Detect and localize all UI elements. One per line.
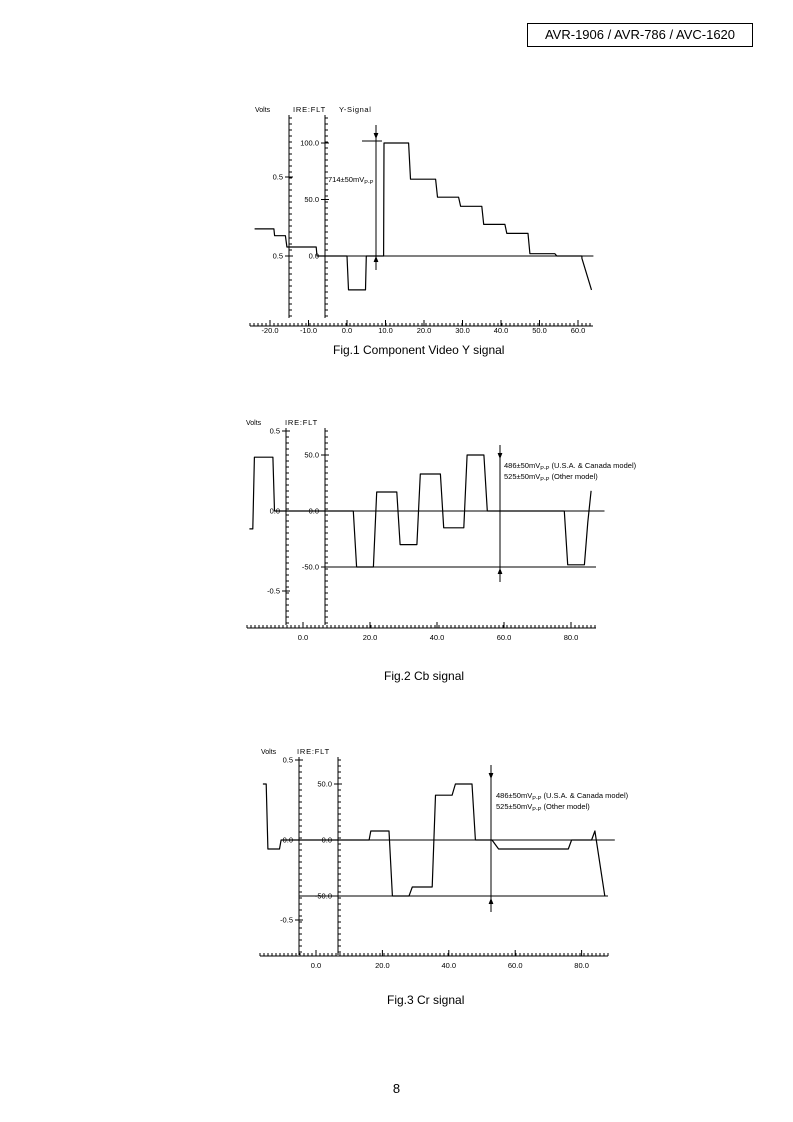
x-tick-label: 0.0 xyxy=(310,961,322,970)
annotation-subscript: P-P xyxy=(540,466,550,472)
annotation-value: 525±50mV xyxy=(496,802,533,811)
measure-arrow-down xyxy=(489,773,493,778)
figure-1-y-signal xyxy=(0,100,793,340)
ire-label: IRE:FLT xyxy=(297,747,330,756)
volt-tick-label: -0.5 xyxy=(267,586,280,596)
volt-tick-label: 0.5 xyxy=(272,172,283,182)
ire-tick-label: 50.0 xyxy=(304,450,319,460)
measure-annotation xyxy=(504,472,598,483)
volt-tick-label: 0.0 xyxy=(282,835,293,845)
x-tick-label: 20.0 xyxy=(416,326,432,335)
measure-annotation xyxy=(328,175,374,186)
ire-label: IRE:FLT xyxy=(285,418,318,427)
x-tick-label: 40.0 xyxy=(493,326,509,335)
annotation-subscript: P-P xyxy=(364,180,374,186)
annotation-subscript: P-P xyxy=(532,807,542,813)
ire-tick-label: 0.0 xyxy=(321,835,332,845)
x-tick-label: 80.0 xyxy=(574,961,589,970)
x-tick-label: -10.0 xyxy=(299,326,318,335)
annotation-value: 714±50mV xyxy=(328,175,365,184)
volt-tick-label: 0.5 xyxy=(269,426,280,436)
ire-tick-label: 100.0 xyxy=(300,138,319,148)
x-tick-label: 60.0 xyxy=(496,633,512,642)
measure-arrow-down xyxy=(498,453,502,458)
x-tick-label: 20.0 xyxy=(362,633,378,642)
model-header: AVR-1906 / AVR-786 / AVC-1620 xyxy=(527,23,753,47)
x-tick-label: 40.0 xyxy=(429,633,445,642)
ire-label: IRE:FLT xyxy=(293,105,326,114)
ire-tick-label: 50.0 xyxy=(304,195,319,204)
figure-3-caption: Fig.3 Cr signal xyxy=(387,993,465,1007)
annotation-model: (U.S.A. & Canada model) xyxy=(549,461,637,470)
x-tick-label: 60.0 xyxy=(570,326,586,335)
annotation-subscript: P-P xyxy=(532,796,542,802)
volt-tick-label: 0.5 xyxy=(282,755,293,765)
annotation-model: (Other model) xyxy=(541,802,590,811)
volt-tick-label: 0.0 xyxy=(269,506,280,516)
measure-annotation xyxy=(496,802,590,813)
measure-annotation xyxy=(504,461,637,472)
signal-waveform xyxy=(255,143,592,290)
measure-annotation xyxy=(496,791,629,802)
measure-arrow-down xyxy=(374,133,378,138)
x-tick-label: 0.0 xyxy=(297,633,309,642)
x-tick-label: 60.0 xyxy=(507,961,523,970)
volts-label: Volts xyxy=(246,420,262,427)
figure-1-caption: Fig.1 Component Video Y signal xyxy=(333,343,505,357)
annotation-value: 486±50mV xyxy=(496,791,533,800)
volts-label: Volts xyxy=(261,749,277,756)
ire-tick-label: 50.0 xyxy=(317,779,332,789)
figure-2-cb-signal xyxy=(0,410,793,650)
x-tick-label: 10.0 xyxy=(378,326,393,335)
measure-arrow-up xyxy=(374,257,378,262)
ire-tick-label: 0.0 xyxy=(308,251,319,261)
x-tick-label: 80.0 xyxy=(563,633,579,642)
x-tick-label: -20.0 xyxy=(261,326,279,335)
x-tick-label: 20.0 xyxy=(375,961,390,970)
annotation-model: (Other model) xyxy=(549,472,598,481)
page-number: 8 xyxy=(392,1081,401,1096)
x-tick-label: 0.0 xyxy=(341,326,353,335)
volt-tick-label: 0.5 xyxy=(272,251,283,261)
measure-arrow-up xyxy=(498,569,502,574)
measure-arrow-up xyxy=(489,899,493,904)
figure-2-caption: Fig.2 Cb signal xyxy=(384,669,465,683)
figure-3-cr-signal xyxy=(0,740,793,980)
volt-tick-label: -0.5 xyxy=(280,915,293,925)
x-tick-label: 30.0 xyxy=(455,326,470,335)
annotation-value: 486±50mV xyxy=(504,461,541,470)
ire-tick-label: 0.0 xyxy=(308,506,319,516)
ire-tick-label: -50.0 xyxy=(301,562,319,572)
x-tick-label: 50.0 xyxy=(532,326,547,335)
annotation-value: 525±50mV xyxy=(504,472,541,481)
annotation-subscript: P-P xyxy=(540,477,550,483)
volts-label: Volts xyxy=(255,107,271,114)
annotation-model: (U.S.A. & Canada model) xyxy=(541,791,629,800)
ire-tick-label: -50.0 xyxy=(314,891,332,901)
signal-label: Y-Signal xyxy=(339,105,372,114)
x-tick-label: 40.0 xyxy=(441,961,457,970)
